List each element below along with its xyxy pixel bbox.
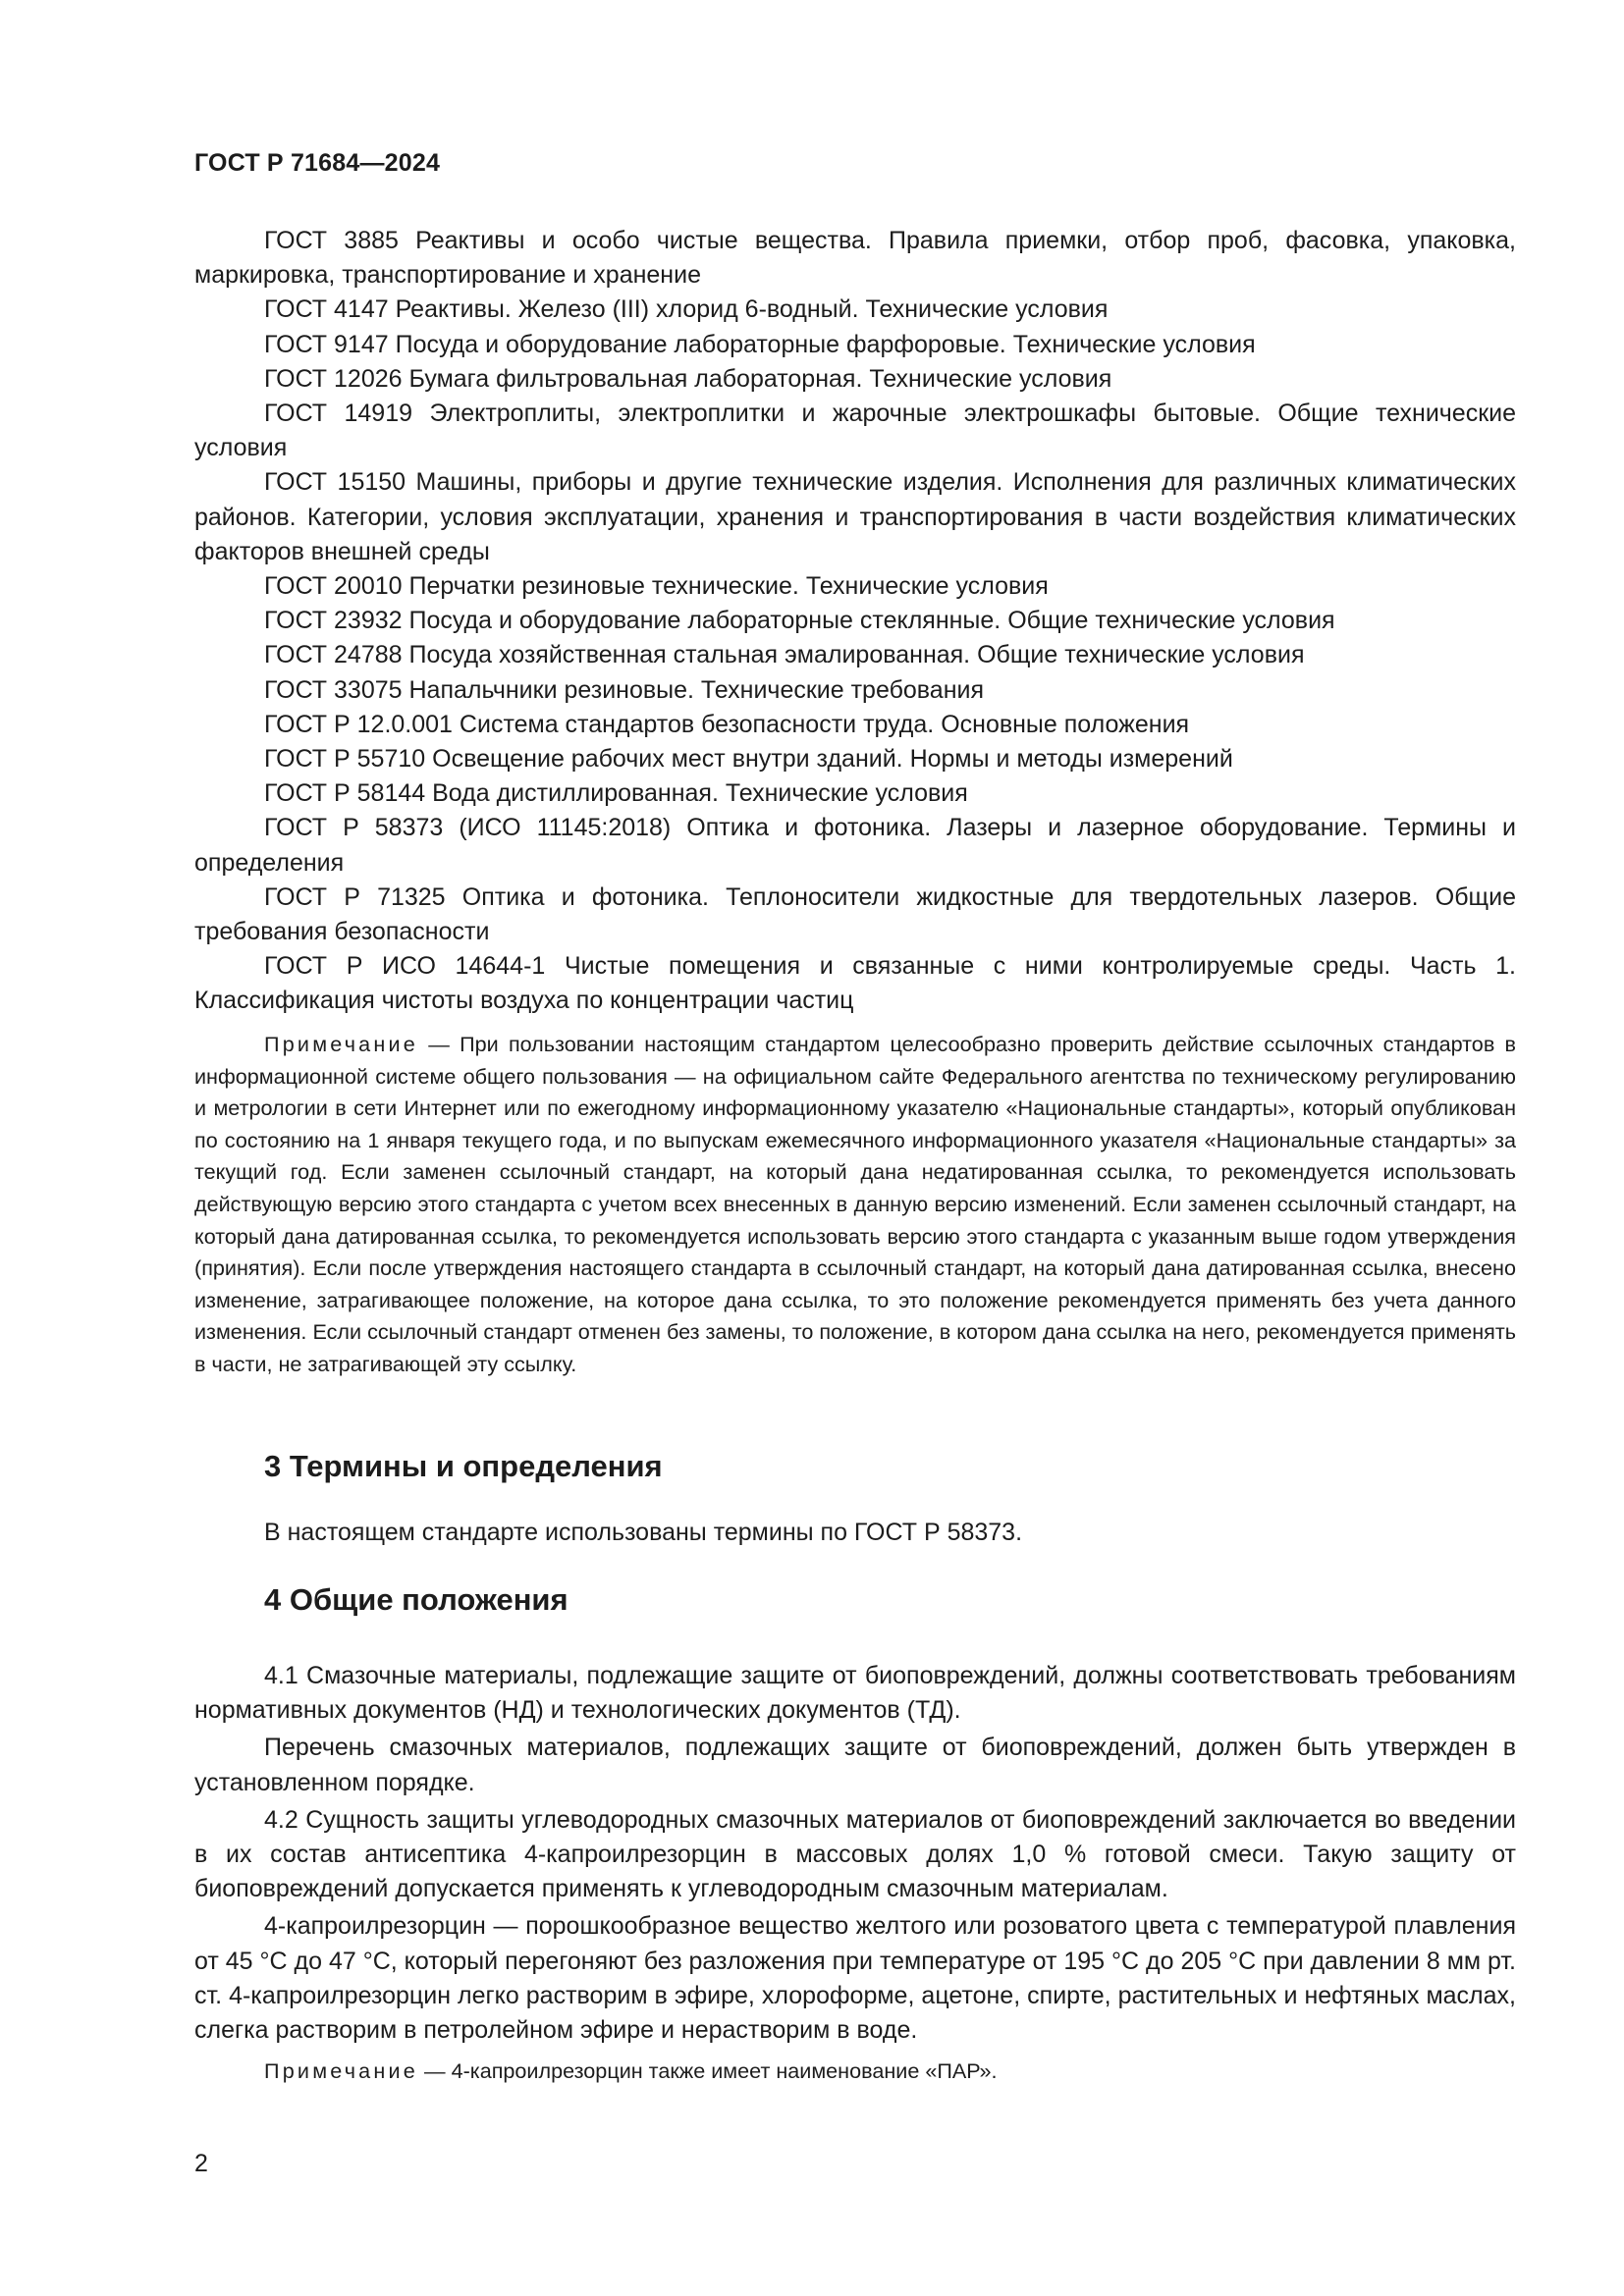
reference-code: ГОСТ Р 58144 [264, 779, 426, 808]
section-3-title: 3 Термины и определения [264, 1449, 663, 1483]
reference-title: Освещение рабочих мест внутри зданий. Нормы и методы измерений [432, 745, 1233, 774]
reference-item [194, 397, 1516, 465]
reference-code: ГОСТ 23932 [264, 607, 403, 635]
reference-item [194, 604, 1516, 638]
reference-code: ГОСТ 20010 [264, 572, 403, 601]
section-4-paragraph-2: Перечень смазочных материалов, подлежащих защите от биоповреждений, должен быть утвержден в установленном порядке. [194, 1734, 1516, 1796]
section-4-note [194, 2056, 1516, 2088]
reference-code: ГОСТ Р 55710 [264, 745, 426, 774]
reference-item [194, 569, 1516, 604]
reference-item [194, 673, 1516, 708]
reference-title: Электроплиты, электроплитки и жарочные электрошкафы бытовые. Общие технические условия [194, 400, 1517, 462]
section-4-body [194, 1659, 1516, 2048]
section-4-paragraph-3: 4.2 Сущность защиты углеводородных смазочных материалов от биоповреждений заключается во введении в их состав антисептика 4-капроилрезорцин в массовых долях 1,0 % готовой смеси. Такую защиту от биоповреждений допускается применять к углеводородным смазочным материалам. [194, 1805, 1516, 1903]
reference-item [194, 638, 1516, 672]
reference-title: Посуда хозяйственная стальная эмалированная. Общие технические условия [408, 641, 1305, 669]
reference-item [194, 328, 1516, 362]
section-3-body [194, 1516, 1516, 1550]
reference-title: Реактивы и особо чистые вещества. Правила приемки, отбор проб, фасовка, упаковка, маркировка, транспортирование и хранение [194, 227, 1516, 290]
reference-title: Машины, приборы и другие технические изделия. Исполнения для различных климатических районов. Категории, условия эксплуатации, хранения и транспортирования в части воздействия климатических факторов внешней среды [194, 468, 1516, 565]
section-4-paragraph-4: 4-капроилрезорцин — порошкообразное вещество желтого или розоватого цвета с температурой плавления от 45 °С до 47 °С, который перегоняют без разложения при температуре от 195 °С до 205 °С при давлении 8 мм рт. ст. 4-капроилрезорцин легко растворим в эфире, хлороформе, ацетоне, спирте, растительных и нефтяных маслах, слегка растворим в петролейном эфире и нерастворим в воде. [194, 1912, 1516, 2045]
reference-item [194, 776, 1516, 811]
reference-title: Посуда и оборудование лабораторные фарфоровые. Технические условия [395, 330, 1256, 358]
reference-item [194, 293, 1516, 327]
document-header: ГОСТ Р 71684—2024 [194, 149, 441, 177]
reference-code: ГОСТ Р 71325 [264, 882, 446, 911]
reference-item [194, 949, 1516, 1018]
reference-title: Бумага фильтровальная лабораторная. Технические условия [408, 364, 1112, 393]
section-4-title: 4 Общие положения [264, 1582, 568, 1617]
reference-item [194, 708, 1516, 742]
note-label: Примечание [264, 2058, 418, 2083]
reference-title: Система стандартов безопасности труда. Основные положения [459, 710, 1190, 738]
reference-title: Напальчники резиновые. Технические требования [408, 675, 985, 704]
reference-code: ГОСТ 3885 [264, 227, 399, 254]
reference-code: ГОСТ 24788 [264, 641, 403, 669]
reference-item [194, 742, 1516, 776]
reference-title: Реактивы. Железо (III) хлорид 6-водный. Технические условия [395, 295, 1109, 324]
reference-title: Оптика и фотоника. Теплоносители жидкостные для твердотельных лазеров. Общие требования безопасности [194, 882, 1516, 946]
note-body: — При пользовании настоящим стандартом целесообразно проверить действие ссылочных стандартов в информационной системе общего пользования — на официальном сайте Федерального агентства по техническому регулированию и метрологии в сети Интернет или по ежегодному информационному указателю «Национальные стандарты», который опубликован по состоянию на 1 января текущего года, и по выпускам ежемесячного информационного указателя «Национальные стандарты» за текущий год. Если заменен ссылочный стандарт, на который дана недатированная ссылка, то рекомендуется использовать действующую версию этого стандарта с учетом всех внесенных в данную версию изменений. Если заменен ссылочный стандарт, на который дана датированная ссылка, то рекомендуется использовать версию этого стандарта с указанным выше годом утверждения (принятия). Если после утверждения настоящего стандарта в ссылочный стандарт, на который дана датированная ссылка, внесено изменение, затрагивающее положение, на которое дана ссылка, то это положение рекомендуется применять без учета данного изменения. Если ссылочный стандарт отменен без замены, то положение, в котором дана ссылка на него, рекомендуется применять в части, не затрагивающей эту ссылку. [194, 1032, 1517, 1376]
section-4-paragraph-1: 4.1 Смазочные материалы, подлежащие защите от биоповреждений, должны соответствовать требованиям нормативных документов (НД) и технологических документов (ТД). [194, 1662, 1516, 1725]
reference-code: ГОСТ 15150 [264, 468, 406, 497]
reference-code: ГОСТ 12026 [264, 364, 403, 393]
reference-code: ГОСТ Р 58373 [264, 814, 444, 842]
reference-item [194, 881, 1516, 949]
note-body: — 4-капроилрезорцин также имеет наименование «ПАР». [424, 2058, 998, 2083]
reference-code: ГОСТ Р 12.0.001 [264, 710, 453, 738]
reference-code: ГОСТ 14919 [264, 400, 413, 428]
reference-title: Посуда и оборудование лабораторные стеклянные. Общие технические условия [408, 607, 1335, 635]
document-page [194, 0, 1516, 2296]
section-3-paragraph: В настоящем стандарте использованы термины по ГОСТ Р 58373. [264, 1519, 1023, 1546]
reference-code: ГОСТ 4147 [264, 295, 389, 324]
normative-references-list [194, 224, 1516, 1019]
reference-title: Перчатки резиновые технические. Технические условия [408, 572, 1049, 601]
references-note [194, 1029, 1516, 1381]
reference-item [194, 465, 1516, 569]
reference-item [194, 811, 1516, 880]
reference-title: Чистые помещения и связанные с ними контролируемые среды. Часть 1. Классификация чистоты воздуха по концентрации частиц [194, 952, 1517, 1015]
reference-title: Вода дистиллированная. Технические условия [432, 779, 968, 808]
reference-code: ГОСТ 33075 [264, 675, 403, 704]
reference-code: ГОСТ 9147 [264, 330, 389, 358]
reference-item [194, 362, 1516, 397]
note-label: Примечание [264, 1032, 418, 1056]
reference-title: (ИСО 11145:2018) Оптика и фотоника. Лазеры и лазерное оборудование. Термины и определения [194, 814, 1516, 877]
reference-code: ГОСТ Р ИСО 14644-1 [264, 952, 546, 981]
note-paragraph [194, 2056, 1516, 2088]
reference-item [194, 224, 1516, 293]
note-paragraph [194, 1029, 1516, 1381]
page-number: 2 [194, 2150, 208, 2177]
